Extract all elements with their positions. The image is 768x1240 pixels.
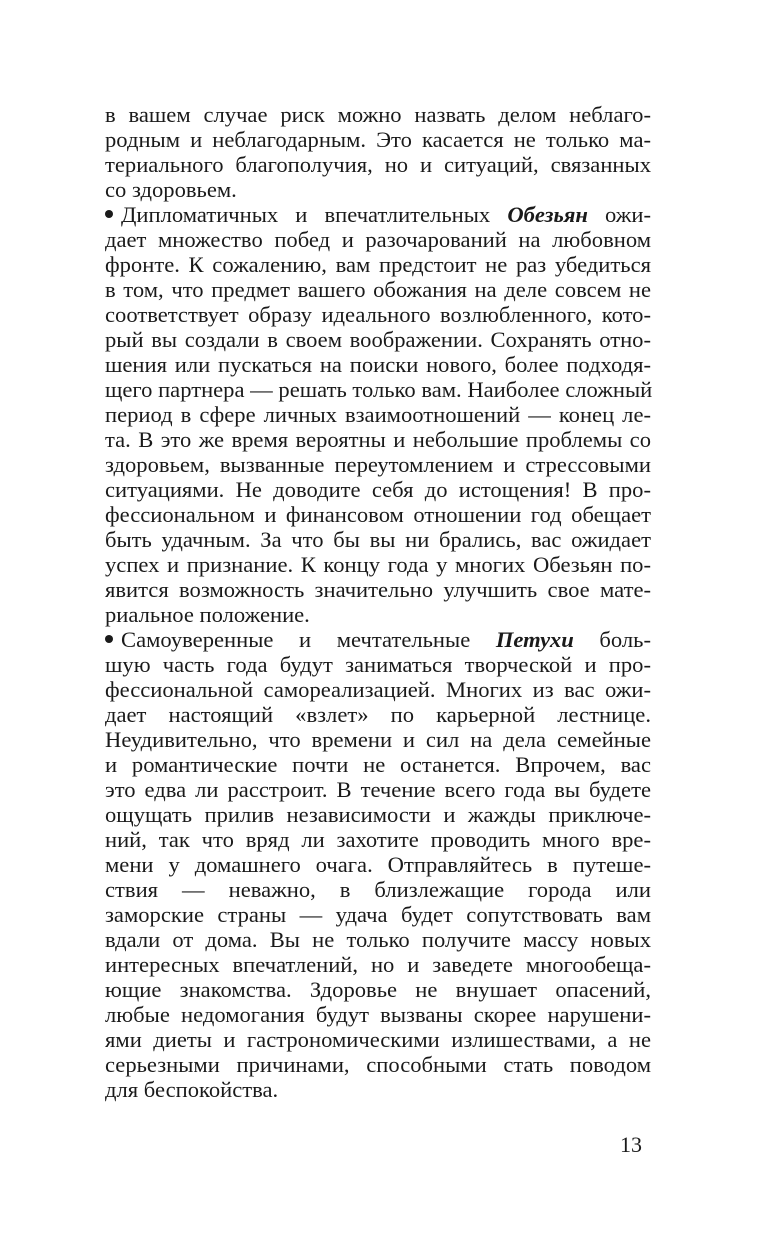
text-line: ситуациями. Не доводите себя до истощения! В про-: [105, 477, 651, 502]
bullet-icon: [105, 635, 113, 643]
text-fragment: боль-: [573, 627, 651, 652]
text-line: шую часть года будут заниматься творческой и про-: [105, 652, 651, 677]
text-line: соответствует образу идеального возлюбленного, кото-: [105, 302, 651, 327]
page-body: [105, 102, 651, 1102]
text-line: дает множество побед и разочарований на любовном: [105, 227, 651, 252]
text-line: териального благополучия, но и ситуаций, связанных: [105, 152, 651, 177]
text-line: родным и неблагодарным. Это касается не только ма-: [105, 127, 651, 152]
text-line: щего партнера — решать только вам. Наиболее сложный: [105, 377, 653, 402]
text-line: ями диеты и гастрономическими излишествами, а не: [105, 1027, 651, 1052]
text-line: риальное положение.: [105, 602, 310, 627]
text-line: мени у домашнего очага. Отправляйтесь в путеше-: [105, 852, 651, 877]
paragraph-2: [105, 202, 651, 627]
page-number: 13: [620, 1132, 642, 1157]
text-fragment: Дипломатичных и впечатлительных: [121, 202, 508, 227]
text-fragment: Самоуверенные и мечтательные: [121, 627, 496, 652]
text-line: та. В это же время вероятны и небольшие проблемы со: [105, 427, 651, 452]
text-line: со здоровьем.: [105, 177, 237, 202]
text-line: здоровьем, вызванные переутомлением и стрессовыми: [105, 452, 651, 477]
text-line: фессиональной самореализацией. Многих из вас ожи-: [105, 677, 651, 702]
text-line: Неудивительно, что времени и сил на дела семейные: [105, 727, 651, 752]
text-line: в вашем случае риск можно назвать делом неблаго-: [105, 102, 651, 127]
sign-name: Обезьян: [507, 202, 588, 227]
text-fragment: ожи-: [587, 202, 652, 227]
text-line: интересных впечатлений, но и заведете многообеща-: [105, 952, 651, 977]
text-line: это едва ли расстроит. В течение всего года вы будете: [105, 777, 651, 802]
text-line: фессиональном и финансовом отношении год обещает: [105, 502, 651, 527]
text-line: ощущать прилив независимости и жажды приключе-: [105, 802, 651, 827]
bullet-icon: [105, 210, 113, 218]
text-line: дает настоящий «взлет» по карьерной лестнице.: [105, 702, 651, 727]
text-line: серьезными причинами, способными стать поводом: [105, 1052, 651, 1077]
sign-name: Петухи: [495, 627, 574, 652]
text-line: явится возможность значительно улучшить свое мате-: [105, 577, 651, 602]
text-line: [105, 202, 651, 227]
text-line: рый вы создали в своем воображении. Сохранять отно-: [105, 327, 651, 352]
text-line: вдали от дома. Вы не только получите массу новых: [105, 927, 651, 952]
paragraph-1: [105, 102, 651, 202]
text-line: [105, 627, 651, 652]
text-line: любые недомогания будут вызваны скорее нарушени-: [105, 1002, 651, 1027]
text-line: шения или пускаться на поиски нового, более подходя-: [105, 352, 651, 377]
text-line: заморские страны — удача будет сопутствовать вам: [105, 902, 651, 927]
text-line: ний, так что вряд ли захотите проводить много вре-: [105, 827, 651, 852]
text-line: фронте. К сожалению, вам предстоит не раз убедиться: [105, 252, 651, 277]
text-line: в том, что предмет вашего обожания на деле совсем не: [105, 277, 651, 302]
text-line: ющие знакомства. Здоровье не внушает опасений,: [105, 977, 651, 1002]
text-line: для беспокойства.: [105, 1077, 279, 1102]
text-line: успех и признание. К концу года у многих Обезьян по-: [105, 552, 651, 577]
text-line: и романтические почти не останется. Впрочем, вас: [105, 752, 651, 777]
text-line: период в сфере личных взаимоотношений — конец ле-: [105, 402, 651, 427]
text-line: ствия — неважно, в близлежащие города или: [105, 877, 651, 902]
text-line: быть удачным. За что бы вы ни брались, вас ожидает: [105, 527, 651, 552]
paragraph-3: [105, 627, 651, 1102]
